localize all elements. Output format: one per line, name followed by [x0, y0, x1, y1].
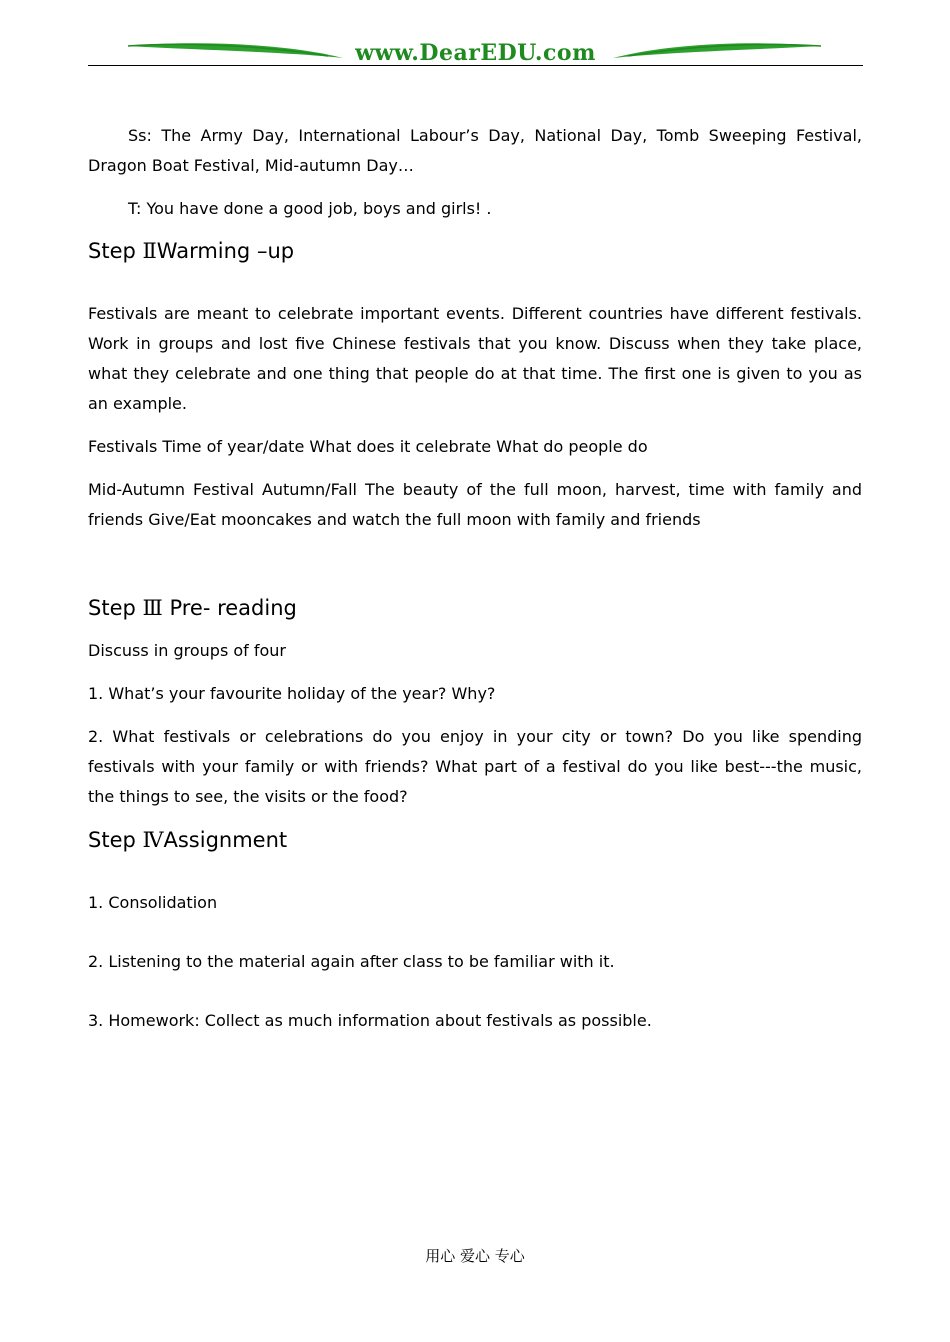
step3-question-2: 2. What festivals or celebrations do you enjoy in your city or town? Do you like spending festivals with your family or with friends? What part of a festival do you like best---the music, the things to see, the visits or the food?	[88, 727, 862, 806]
step3-lead: Discuss in groups of four	[88, 641, 287, 660]
step4-title: Assignment	[163, 828, 288, 852]
page-footer: 用心 爱心 专心	[425, 1247, 525, 1265]
teacher-paragraph: T: You have done a good job, boys and girls! .	[128, 199, 492, 218]
step3-title: Pre- reading	[162, 596, 297, 620]
step2-intro: Festivals are meant to celebrate important events. Different countries have different festivals. Work in groups and lost five Chinese festivals that you know. Discuss when they take place, what they celebrate and one thing that people do at that time. The first one is given to you as an example.	[88, 304, 862, 413]
step4-heading	[88, 825, 862, 855]
step2-heading	[88, 236, 862, 266]
step3-prefix: Step	[88, 596, 143, 620]
festival-table-header: Festivals Time of year/date What does it celebrate What do people do	[88, 437, 648, 456]
site-logo-text: www.DearEDU.com	[355, 40, 596, 66]
step2-numeral: Ⅱ	[142, 239, 157, 263]
ss-answer-paragraph: Ss: The Army Day, International Labour’s Day, National Day, Tomb Sweeping Festival, Dragon Boat Festival, Mid-autumn Day…	[88, 126, 862, 175]
header-rule	[88, 65, 863, 66]
step2-prefix: Step	[88, 239, 143, 263]
step3-numeral: Ⅲ	[142, 596, 163, 620]
site-header	[88, 36, 863, 68]
assignment-item-2: 2. Listening to the material again after class to be familiar with it.	[88, 952, 615, 971]
step4-numeral: Ⅳ	[142, 828, 164, 852]
step4-prefix: Step	[88, 828, 143, 852]
step3-heading	[88, 593, 862, 623]
step2-title: Warming –up	[156, 239, 295, 263]
step3-question-1: 1. What’s your favourite holiday of the year? Why?	[88, 684, 496, 703]
assignment-item-3: 3. Homework: Collect as much information about festivals as possible.	[88, 1011, 652, 1030]
document-body	[88, 121, 862, 1036]
assignment-item-1: 1. Consolidation	[88, 893, 218, 912]
festival-table-row: Mid-Autumn Festival Autumn/Fall The beauty of the full moon, harvest, time with family and friends Give/Eat mooncakes and watch the full moon with family and friends	[88, 480, 862, 529]
